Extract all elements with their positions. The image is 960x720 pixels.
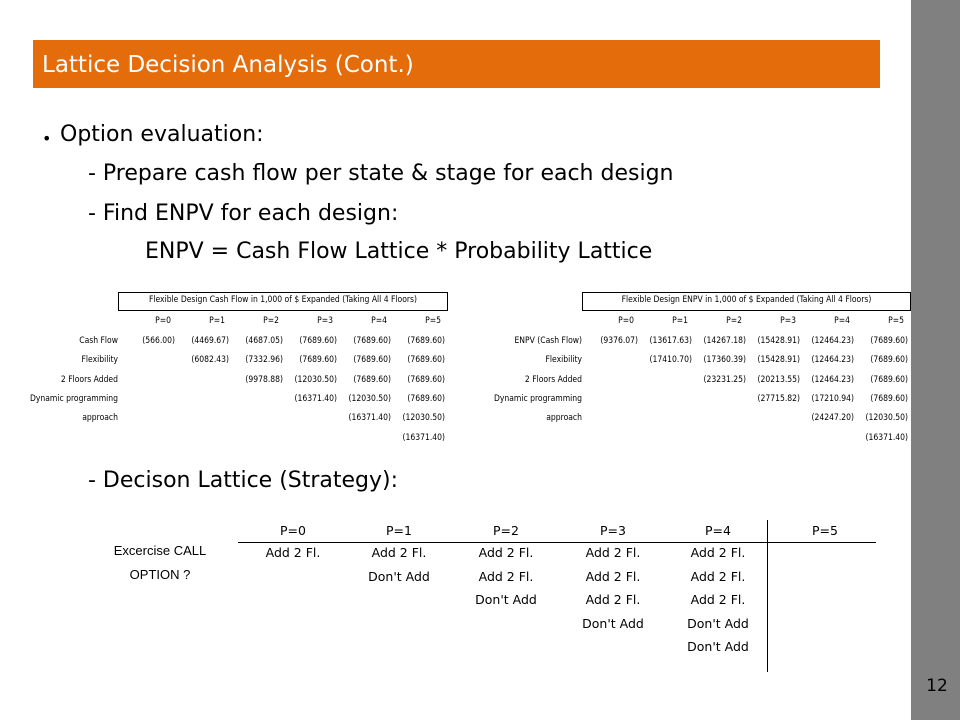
enpv-cell: (12030.50) [865, 413, 908, 424]
cashflow-cell: (7332.96) [245, 355, 283, 366]
enpv-cell: (7689.60) [870, 374, 908, 385]
decision-cell: Add 2 Fl. [690, 545, 746, 560]
decision-header-cell: P=0 [280, 523, 306, 538]
enpv-cell: (12464.23) [811, 374, 854, 385]
cashflow-cell: (4687.05) [245, 336, 283, 346]
enpv-header-cell: P=3 [780, 316, 796, 326]
enpv-cell: (16371.40) [865, 432, 908, 443]
enpv-cell: (15428.91) [757, 355, 800, 366]
cashflow-header-cell: P=2 [263, 316, 279, 326]
cashflow-header-cell: P=5 [425, 316, 441, 326]
enpv-row-label: 2 Floors Added [524, 374, 582, 385]
line-find-enpv: - Find ENPV for each design: [88, 201, 399, 226]
cashflow-header-cell: P=4 [371, 316, 387, 326]
decision-header-cell: P=3 [600, 523, 626, 538]
cashflow-header-cell: P=0 [155, 316, 171, 326]
cashflow-cell: (7689.60) [407, 355, 445, 366]
cashflow-cell: (7689.60) [353, 355, 391, 366]
decision-header-cell: P=5 [812, 523, 838, 538]
decision-cell: Don't Add [368, 568, 430, 584]
cashflow-cell: (12030.50) [348, 393, 391, 404]
cashflow-cell: (7689.60) [299, 355, 337, 366]
slide-title: Lattice Decision Analysis (Cont.) [42, 52, 414, 78]
enpv-cell: (15428.91) [757, 336, 800, 346]
enpv-cell: (23231.25) [703, 374, 746, 385]
bullet-dot-icon: • [42, 129, 52, 148]
cashflow-table-title: Flexible Design Cash Flow in 1,000 of $ Expanded (Taking All 4 Floors) [148, 295, 418, 305]
decision-cell: Don't Add [687, 615, 749, 631]
enpv-header-cell: P=5 [888, 316, 904, 326]
line-enpv-formula: ENPV = Cash Flow Lattice * Probability Lattice [145, 239, 653, 264]
decision-label-line-2: OPTION ? [129, 567, 191, 582]
decision-cell: Add 2 Fl. [478, 545, 534, 560]
cashflow-row-label: Cash Flow [79, 336, 118, 346]
cashflow-cell: (16371.40) [402, 432, 445, 443]
cashflow-cell: (16371.40) [294, 393, 337, 404]
enpv-cell: (12464.23) [811, 336, 854, 346]
enpv-header-cell: P=1 [672, 316, 688, 326]
cashflow-cell: (16371.40) [348, 413, 391, 424]
cashflow-row-label: Flexibility [81, 355, 118, 366]
cashflow-row-label: Dynamic programming [29, 393, 118, 404]
cashflow-cell: (7689.60) [299, 336, 337, 346]
decision-label-line-1: Excercise CALL [113, 543, 207, 558]
decision-cell: Add 2 Fl. [690, 592, 746, 607]
enpv-cell: (7689.60) [870, 393, 908, 404]
cashflow-cell: (9978.88) [245, 374, 283, 385]
enpv-cell: (9376.07) [600, 336, 638, 346]
enpv-header-cell: P=0 [618, 316, 634, 326]
enpv-table-title: Flexible Design ENPV in 1,000 of $ Expanded (Taking All 4 Floors) [621, 295, 872, 305]
cashflow-cell: (7689.60) [353, 336, 391, 346]
cashflow-cell: (4469.67) [191, 336, 229, 346]
enpv-cell: (17410.70) [649, 355, 692, 366]
decision-cell: Don't Add [687, 639, 749, 654]
line-prepare-cash-flow: - Prepare cash flow per state & stage for each design [88, 161, 674, 186]
enpv-cell: (17210.94) [811, 393, 854, 404]
decision-cell: Add 2 Fl. [478, 568, 534, 584]
enpv-cell: (7689.60) [870, 355, 908, 366]
decision-header-cell: P=4 [705, 523, 731, 538]
decision-header-cell: P=2 [493, 523, 519, 538]
enpv-cell: (13617.63) [649, 336, 692, 346]
enpv-row-label: Dynamic programming [493, 393, 582, 404]
enpv-cell: (17360.39) [703, 355, 746, 366]
decision-cell: Add 2 Fl. [690, 568, 746, 584]
cashflow-cell: (7689.60) [407, 374, 445, 385]
cashflow-header-cell: P=1 [209, 316, 225, 326]
page-number: 12 [926, 676, 948, 696]
decision-cell: Add 2 Fl. [371, 545, 427, 560]
enpv-row-label: ENPV (Cash Flow) [514, 336, 582, 346]
cashflow-cell: (12030.50) [402, 413, 445, 424]
slide-sidebar [911, 0, 960, 720]
decision-cell: Add 2 Fl. [585, 568, 641, 584]
enpv-header-cell: P=4 [834, 316, 850, 326]
decision-cell: Add 2 Fl. [265, 545, 321, 560]
decision-cell: Don't Add [475, 592, 537, 607]
enpv-cell: (20213.55) [757, 374, 800, 385]
enpv-cell: (12464.23) [811, 355, 854, 366]
decision-cell: Add 2 Fl. [585, 592, 641, 607]
cashflow-cell: (12030.50) [294, 374, 337, 385]
decision-cell: Don't Add [582, 615, 644, 631]
decision-cell: Add 2 Fl. [585, 545, 641, 560]
enpv-cell: (27715.82) [757, 393, 800, 404]
cashflow-cell: (6082.43) [191, 355, 229, 366]
cashflow-cell: (7689.60) [407, 336, 445, 346]
cashflow-header-cell: P=3 [317, 316, 333, 326]
enpv-cell: (24247.20) [811, 413, 854, 424]
bullet-option-evaluation: Option evaluation: [60, 122, 264, 147]
enpv-cell: (14267.18) [703, 336, 746, 346]
enpv-header-cell: P=2 [726, 316, 742, 326]
decision-header-cell: P=1 [386, 523, 412, 538]
cashflow-cell: (7689.60) [407, 393, 445, 404]
enpv-cell: (7689.60) [870, 336, 908, 346]
line-decision-lattice: - Decison Lattice (Strategy): [88, 468, 399, 493]
enpv-row-label: approach [546, 413, 582, 424]
cashflow-row-label: approach [82, 413, 118, 424]
cashflow-cell: (566.00) [142, 336, 175, 346]
cashflow-cell: (7689.60) [353, 374, 391, 385]
enpv-row-label: Flexibility [545, 355, 582, 366]
cashflow-row-label: 2 Floors Added [60, 374, 118, 385]
